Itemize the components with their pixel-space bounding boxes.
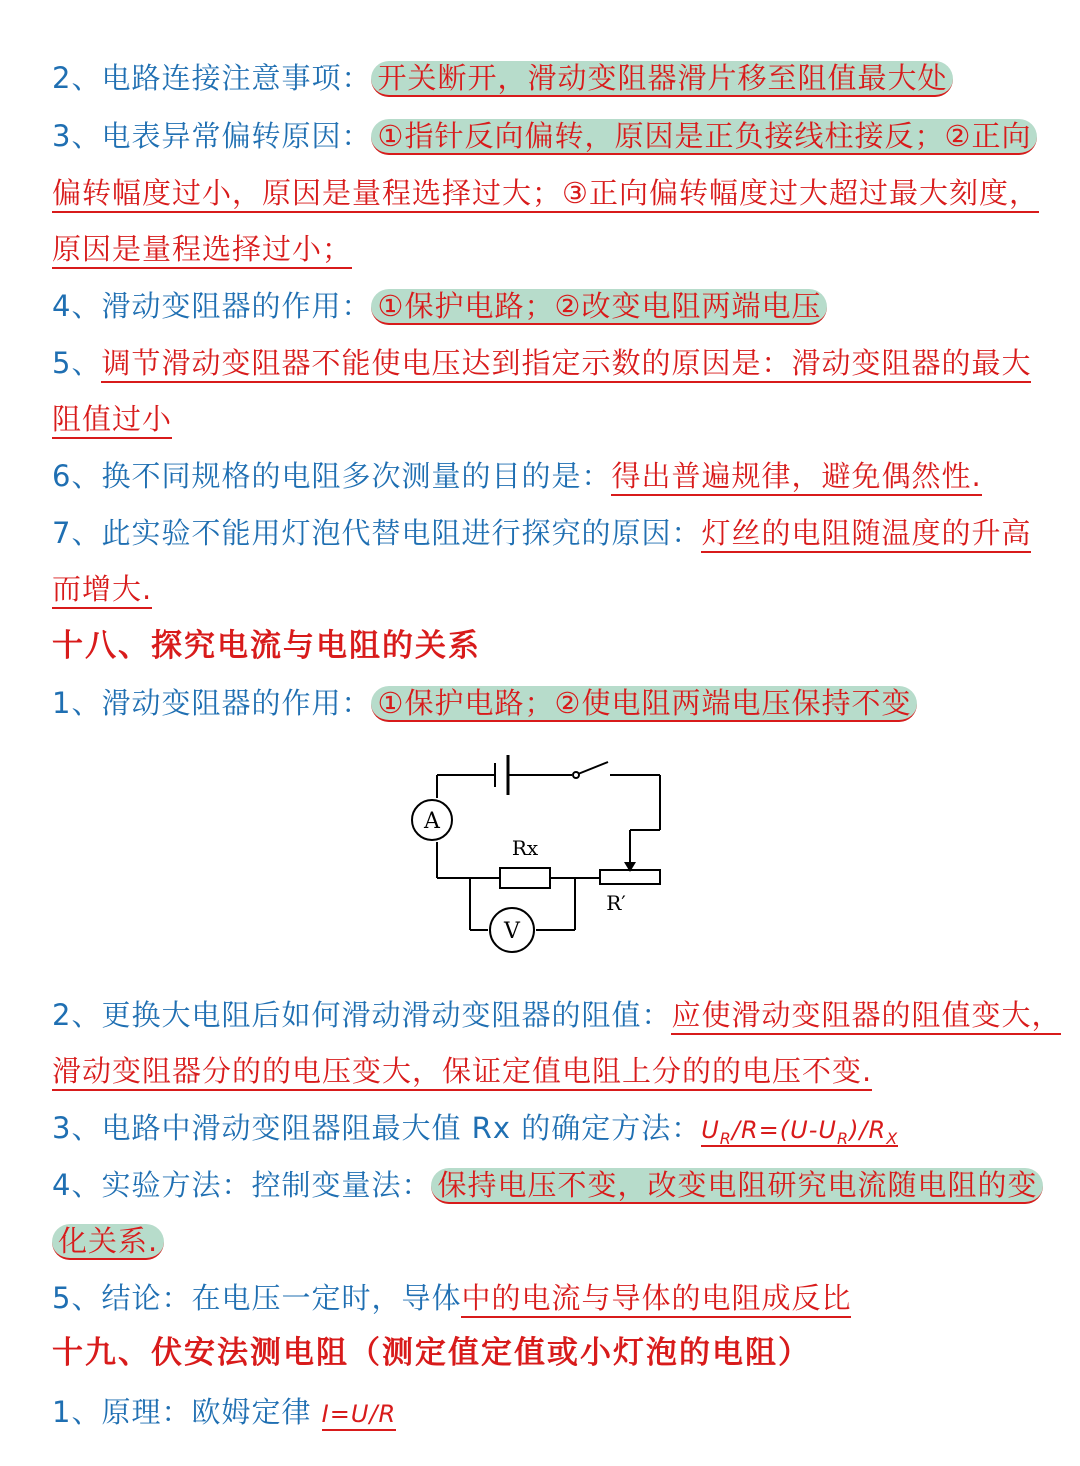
question-text: 结论：在电压一定时，导体: [101, 1281, 462, 1315]
answer-text: ①保护电路；②使电阻两端电压保持不变: [371, 686, 917, 722]
item-number: 2、: [52, 61, 102, 95]
item-number: 5、: [52, 346, 102, 380]
item-number: 6、: [52, 459, 102, 493]
answer-text: ①保护电路；②改变电阻两端电压: [371, 289, 827, 325]
rheostat-label: R′: [606, 891, 626, 915]
item-5: [52, 343, 1040, 383]
ammeter-label: A: [424, 809, 440, 834]
section-18-title: 十八、探究电流与电阻的关系: [52, 628, 481, 664]
section-19-title: 十九、伏安法测电阻（测定值定值或小灯泡的电阻）: [52, 1335, 811, 1371]
question-text: 电表异常偏转原因：: [101, 119, 372, 153]
answer-text: 得出普遍规律，避免偶然性.: [611, 459, 981, 496]
s18-item-4: [52, 1165, 1040, 1205]
answer-text: 中的电流与导体的电阻成反比: [461, 1281, 851, 1318]
question-text: 实验方法：控制变量法：: [101, 1168, 432, 1202]
question-text: 滑动变阻器的作用：: [101, 289, 372, 323]
answer-text: ①指针反向偏转，原因是正负接线柱接反；②正向: [371, 119, 1037, 155]
item-number: 4、: [52, 1168, 102, 1202]
question-text: 电路连接注意事项：: [101, 61, 372, 95]
question-text: 此实验不能用灯泡代替电阻进行探究的原因：: [101, 516, 702, 550]
circuit-diagram: [400, 750, 680, 960]
s18-item-3: [52, 1108, 1040, 1159]
s18-item-1: [52, 683, 1040, 723]
formula: I=U/R: [322, 1400, 397, 1431]
formula: $U_R/R=(U-U_R)/R_X$: [701, 1116, 899, 1148]
s19-item-1: [52, 1392, 1040, 1434]
item-7: [52, 513, 1040, 553]
answer-text: 保持电压不变，改变电阻研究电流随电阻的变: [431, 1168, 1043, 1204]
item-3-cont: [52, 173, 1040, 213]
s18-item-2-cont: [52, 1051, 1040, 1091]
resistor-label: Rx: [511, 836, 539, 860]
item-6: [52, 456, 1040, 496]
item-2: [52, 58, 1040, 98]
question-text: 电路中滑动变阻器阻最大值 Rx 的确定方法：: [101, 1111, 702, 1145]
item-5-cont: [52, 399, 1040, 439]
question-text: 更换大电阻后如何滑动滑动变阻器的阻值：: [101, 998, 672, 1032]
item-number: 1、: [52, 686, 102, 720]
answer-text: 偏转幅度过小，原因是量程选择过大；③正向偏转幅度过大超过最大刻度，: [52, 176, 1039, 213]
item-number: 3、: [52, 1111, 102, 1145]
answer-text: 而增大.: [52, 572, 152, 609]
question-text: 换不同规格的电阻多次测量的目的是：: [101, 459, 612, 493]
item-7-cont: [52, 569, 1040, 609]
voltmeter-label: V: [504, 919, 520, 944]
item-3-cont2: [52, 229, 1040, 269]
s18-item-2: [52, 995, 1062, 1035]
item-number: 3、: [52, 119, 102, 153]
s18-item-5: [52, 1278, 1040, 1318]
answer-text: 开关断开，滑动变阻器滑片移至阻值最大处: [371, 61, 953, 97]
answer-text: 应使滑动变阻器的阻值变大，: [671, 998, 1061, 1035]
answer-text: 化关系.: [52, 1224, 164, 1260]
answer-text: 调节滑动变阻器不能使电压达到指定示数的原因是：滑动变阻器的最大: [101, 346, 1031, 383]
item-number: 4、: [52, 289, 102, 323]
answer-text: 阻值过小: [52, 402, 172, 439]
answer-text: 灯丝的电阻随温度的升高: [701, 516, 1031, 553]
question-text: 原理：欧姆定律: [101, 1395, 322, 1429]
item-3: [52, 116, 1040, 156]
item-number: 5、: [52, 1281, 102, 1315]
item-number: 1、: [52, 1395, 102, 1429]
item-number: 2、: [52, 998, 102, 1032]
item-4: [52, 286, 1040, 326]
s18-item-4-cont: [52, 1221, 1040, 1261]
answer-text: 滑动变阻器分的的电压变大，保证定值电阻上分的的电压不变.: [52, 1054, 872, 1091]
answer-text: 原因是量程选择过小；: [52, 232, 352, 269]
item-number: 7、: [52, 516, 102, 550]
question-text: 滑动变阻器的作用：: [101, 686, 372, 720]
